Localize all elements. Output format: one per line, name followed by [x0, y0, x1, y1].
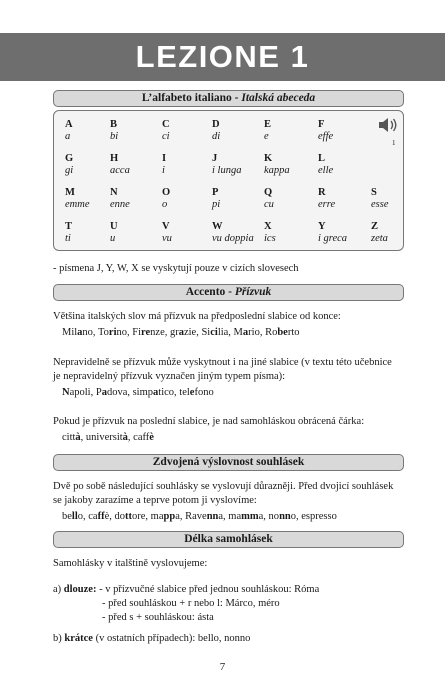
alphabet-letter-f: F effe [318, 119, 334, 142]
accent-example-2: Napoli, Padova, simpatico, telefono [62, 387, 214, 398]
alphabet-letter-z: Z zeta [371, 221, 388, 244]
accent-title: Accento - [185, 286, 235, 298]
speaker-icon[interactable] [378, 117, 398, 133]
length-a-line-3: - před s + souhláskou: ásta [102, 612, 214, 623]
length-a-line-1: a) dlouze: - v přízvučné slabice před jednou souhláskou: Róma [53, 584, 320, 595]
alphabet-letter-o: O o [162, 187, 171, 210]
alphabet-title: L’alfabeto italiano - [141, 92, 242, 104]
alphabet-letter-u: U u [110, 221, 118, 244]
length-header [53, 531, 404, 548]
alphabet-letter-b: B bi [110, 119, 119, 142]
alphabet-letter-g: G gi [65, 153, 74, 176]
length-title: Délka samohlásek [184, 533, 273, 545]
alphabet-letter-r: R erre [318, 187, 336, 210]
double-header [53, 454, 404, 471]
accent-title-cz: Přízvuk [234, 286, 272, 298]
alphabet-letter-y: Y i greca [318, 221, 348, 244]
alphabet-letter-t: T ti [65, 221, 73, 244]
length-a-line-2: - před souhláskou + r nebo l: Márco, méro [102, 598, 280, 609]
alphabet-letter-v: V vu [162, 221, 172, 244]
length-b-line: b) krátce (v ostatních případech): bello, nonno [53, 633, 251, 644]
alphabet-letter-q: Q cu [264, 187, 274, 210]
alphabet-letter-s: S esse [371, 187, 389, 210]
length-para: Samohlásky v italštině vyslovujeme: [53, 558, 208, 569]
alphabet-letter-p: P pi [212, 187, 221, 210]
alphabet-letter-d: D di [212, 119, 221, 142]
alphabet-note: - písmena J, Y, W, X se vyskytují pouze v cizích slovesech [53, 263, 299, 274]
audio-track-number: 1 [392, 139, 396, 147]
double-title: Zdvojená výslovnost souhlásek [152, 456, 305, 468]
alphabet-header [53, 90, 404, 107]
accent-para-2a: Nepravidelně se přízvuk může vyskytnout i na jiné slabice (v textu této učebnice [53, 357, 392, 368]
alphabet-letter-w: W vu doppia [212, 221, 254, 244]
accent-para-1: Většina italských slov má přízvuk na předposlední slabice od konce: [53, 311, 341, 322]
alphabet-letter-x: X ics [264, 221, 276, 244]
alphabet-title-cz: Italská abeceda [241, 92, 316, 104]
accent-header [53, 284, 404, 301]
page-number: 7 [219, 661, 226, 673]
accent-example-3: città, università, caffè [62, 432, 154, 443]
lesson-banner [0, 33, 445, 81]
alphabet-letter-c: C ci [162, 119, 170, 142]
alphabet-letter-h: H acca [110, 153, 130, 176]
alphabet-letter-k: K kappa [264, 153, 290, 176]
double-para-a: Dvě po sobě následující souhlásky se vyslovují důrazněji. Před dvojicí souhlásek [53, 481, 394, 492]
alphabet-letter-j: J i lunga [212, 153, 242, 176]
alphabet-letter-i: I i [162, 153, 167, 176]
alphabet-letter-a: A a [65, 119, 73, 142]
alphabet-letter-e: E e [264, 119, 272, 142]
accent-example-1: Milano, Torino, Firenze, grazie, Sicilia, Mario, Roberto [62, 327, 300, 338]
alphabet-letter-l: L elle [318, 153, 334, 176]
lesson-title: LEZIONE 1 [135, 39, 310, 74]
accent-para-3: Pokud je přízvuk na poslední slabice, je nad samohláskou obrácená čárka: [53, 416, 365, 427]
alphabet-letter-m: M emme [65, 187, 90, 210]
double-example: bello, caffè, dottore, mappa, Ravenna, mamma, nonno, espresso [62, 511, 337, 522]
double-para-b: se jakoby zarazíme a teprve potom ji vyslovíme: [53, 495, 257, 506]
accent-para-2b: je nepravidelný přízvuk vyznačen jiným typem písma): [53, 371, 286, 382]
alphabet-letter-n: N enne [110, 187, 130, 210]
